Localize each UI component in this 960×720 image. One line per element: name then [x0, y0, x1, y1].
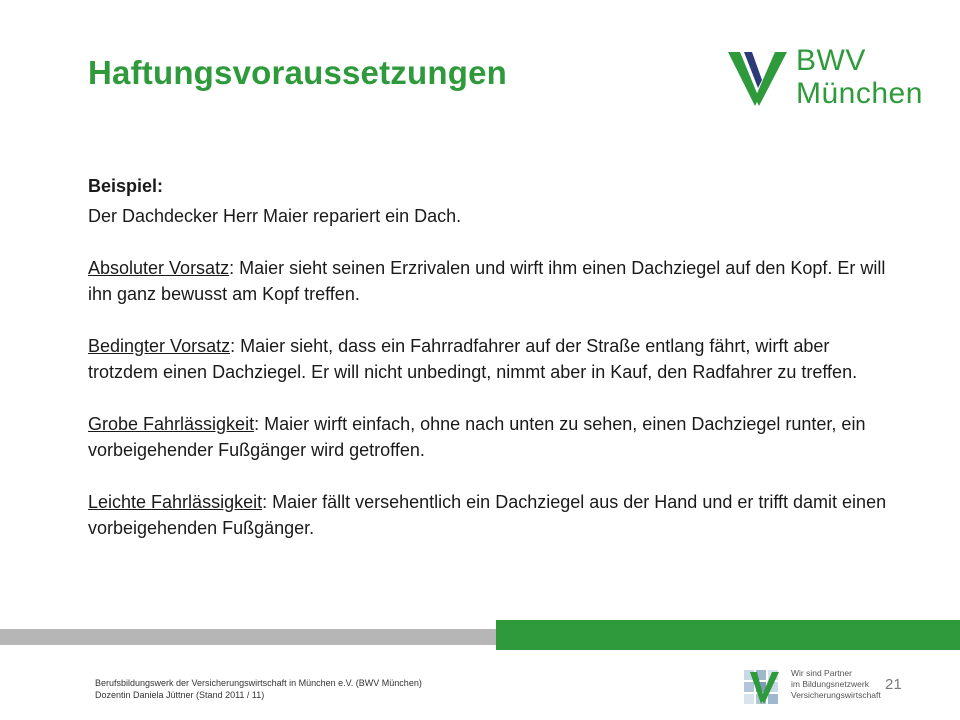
paragraph-grobe-fahrlaessigkeit	[88, 411, 888, 463]
text-grobe-fahrlaessigkeit: : Maier wirft einfach, ohne nach unten zu sehen, einen Dachziegel runter, ein vorbeigehender Fußgänger wird getroffen.	[88, 414, 866, 460]
slide-title: Haftungsvoraussetzungen	[88, 54, 507, 91]
term-absoluter-vorsatz: Absoluter Vorsatz	[88, 258, 230, 278]
partner-line-2: im Bildungsnetzwerk	[791, 679, 869, 689]
partner-line-1: Wir sind Partner	[791, 668, 852, 678]
term-bedingter-vorsatz: Bedingter Vorsatz	[88, 336, 231, 356]
footer-line-1: Berufsbildungswerk der Versicherungswirtschaft in München e.V. (BWV München)	[95, 678, 422, 688]
logo-line-1: BWV	[796, 44, 866, 77]
partner-text	[791, 668, 881, 701]
footer-line-2: Dozentin Daniela Jüttner (Stand 2011 / 11)	[95, 690, 265, 700]
term-grobe-fahrlaessigkeit: Grobe Fahrlässigkeit	[88, 414, 255, 434]
text-bedingter-vorsatz: : Maier sieht, dass ein Fahrradfahrer auf der Straße entlang fährt, wirft aber trotzdem einen Dachziegel. Er will nicht unbedingt, nimmt aber in Kauf, den Radfahrer zu treffen.	[88, 336, 858, 382]
partner-badge	[744, 668, 894, 710]
page-number: 21	[885, 676, 902, 693]
term-leichte-fahrlaessigkeit: Leichte Fahrlässigkeit	[88, 492, 263, 512]
paragraph-absoluter-vorsatz	[88, 255, 888, 307]
slide-content	[88, 173, 888, 541]
example-intro: Der Dachdecker Herr Maier repariert ein Dach.	[88, 206, 462, 226]
footer-bar-gray	[0, 629, 496, 645]
text-leichte-fahrlaessigkeit: : Maier fällt versehentlich ein Dachziegel aus der Hand und er trifft damit einen vorbeigehenden Fußgänger.	[88, 492, 887, 538]
logo-line-2: München	[796, 77, 923, 110]
bwv-logo	[728, 44, 928, 110]
text-absoluter-vorsatz: : Maier sieht seinen Erzrivalen und wirft ihm einen Dachziegel auf den Kopf. Er will ihn ganz bewusst am Kopf treffen.	[88, 258, 886, 304]
bildungsnetzwerk-logo-icon	[744, 668, 784, 708]
paragraph-bedingter-vorsatz	[88, 333, 888, 385]
logo-text	[796, 44, 923, 110]
partner-line-3: Versicherungswirtschaft	[791, 690, 881, 700]
paragraph-leichte-fahrlaessigkeit	[88, 489, 888, 541]
example-heading: Beispiel:	[88, 176, 164, 196]
footer-bar-green	[496, 620, 960, 650]
bwv-v-logo-icon	[728, 46, 790, 108]
footer-text	[95, 677, 422, 701]
